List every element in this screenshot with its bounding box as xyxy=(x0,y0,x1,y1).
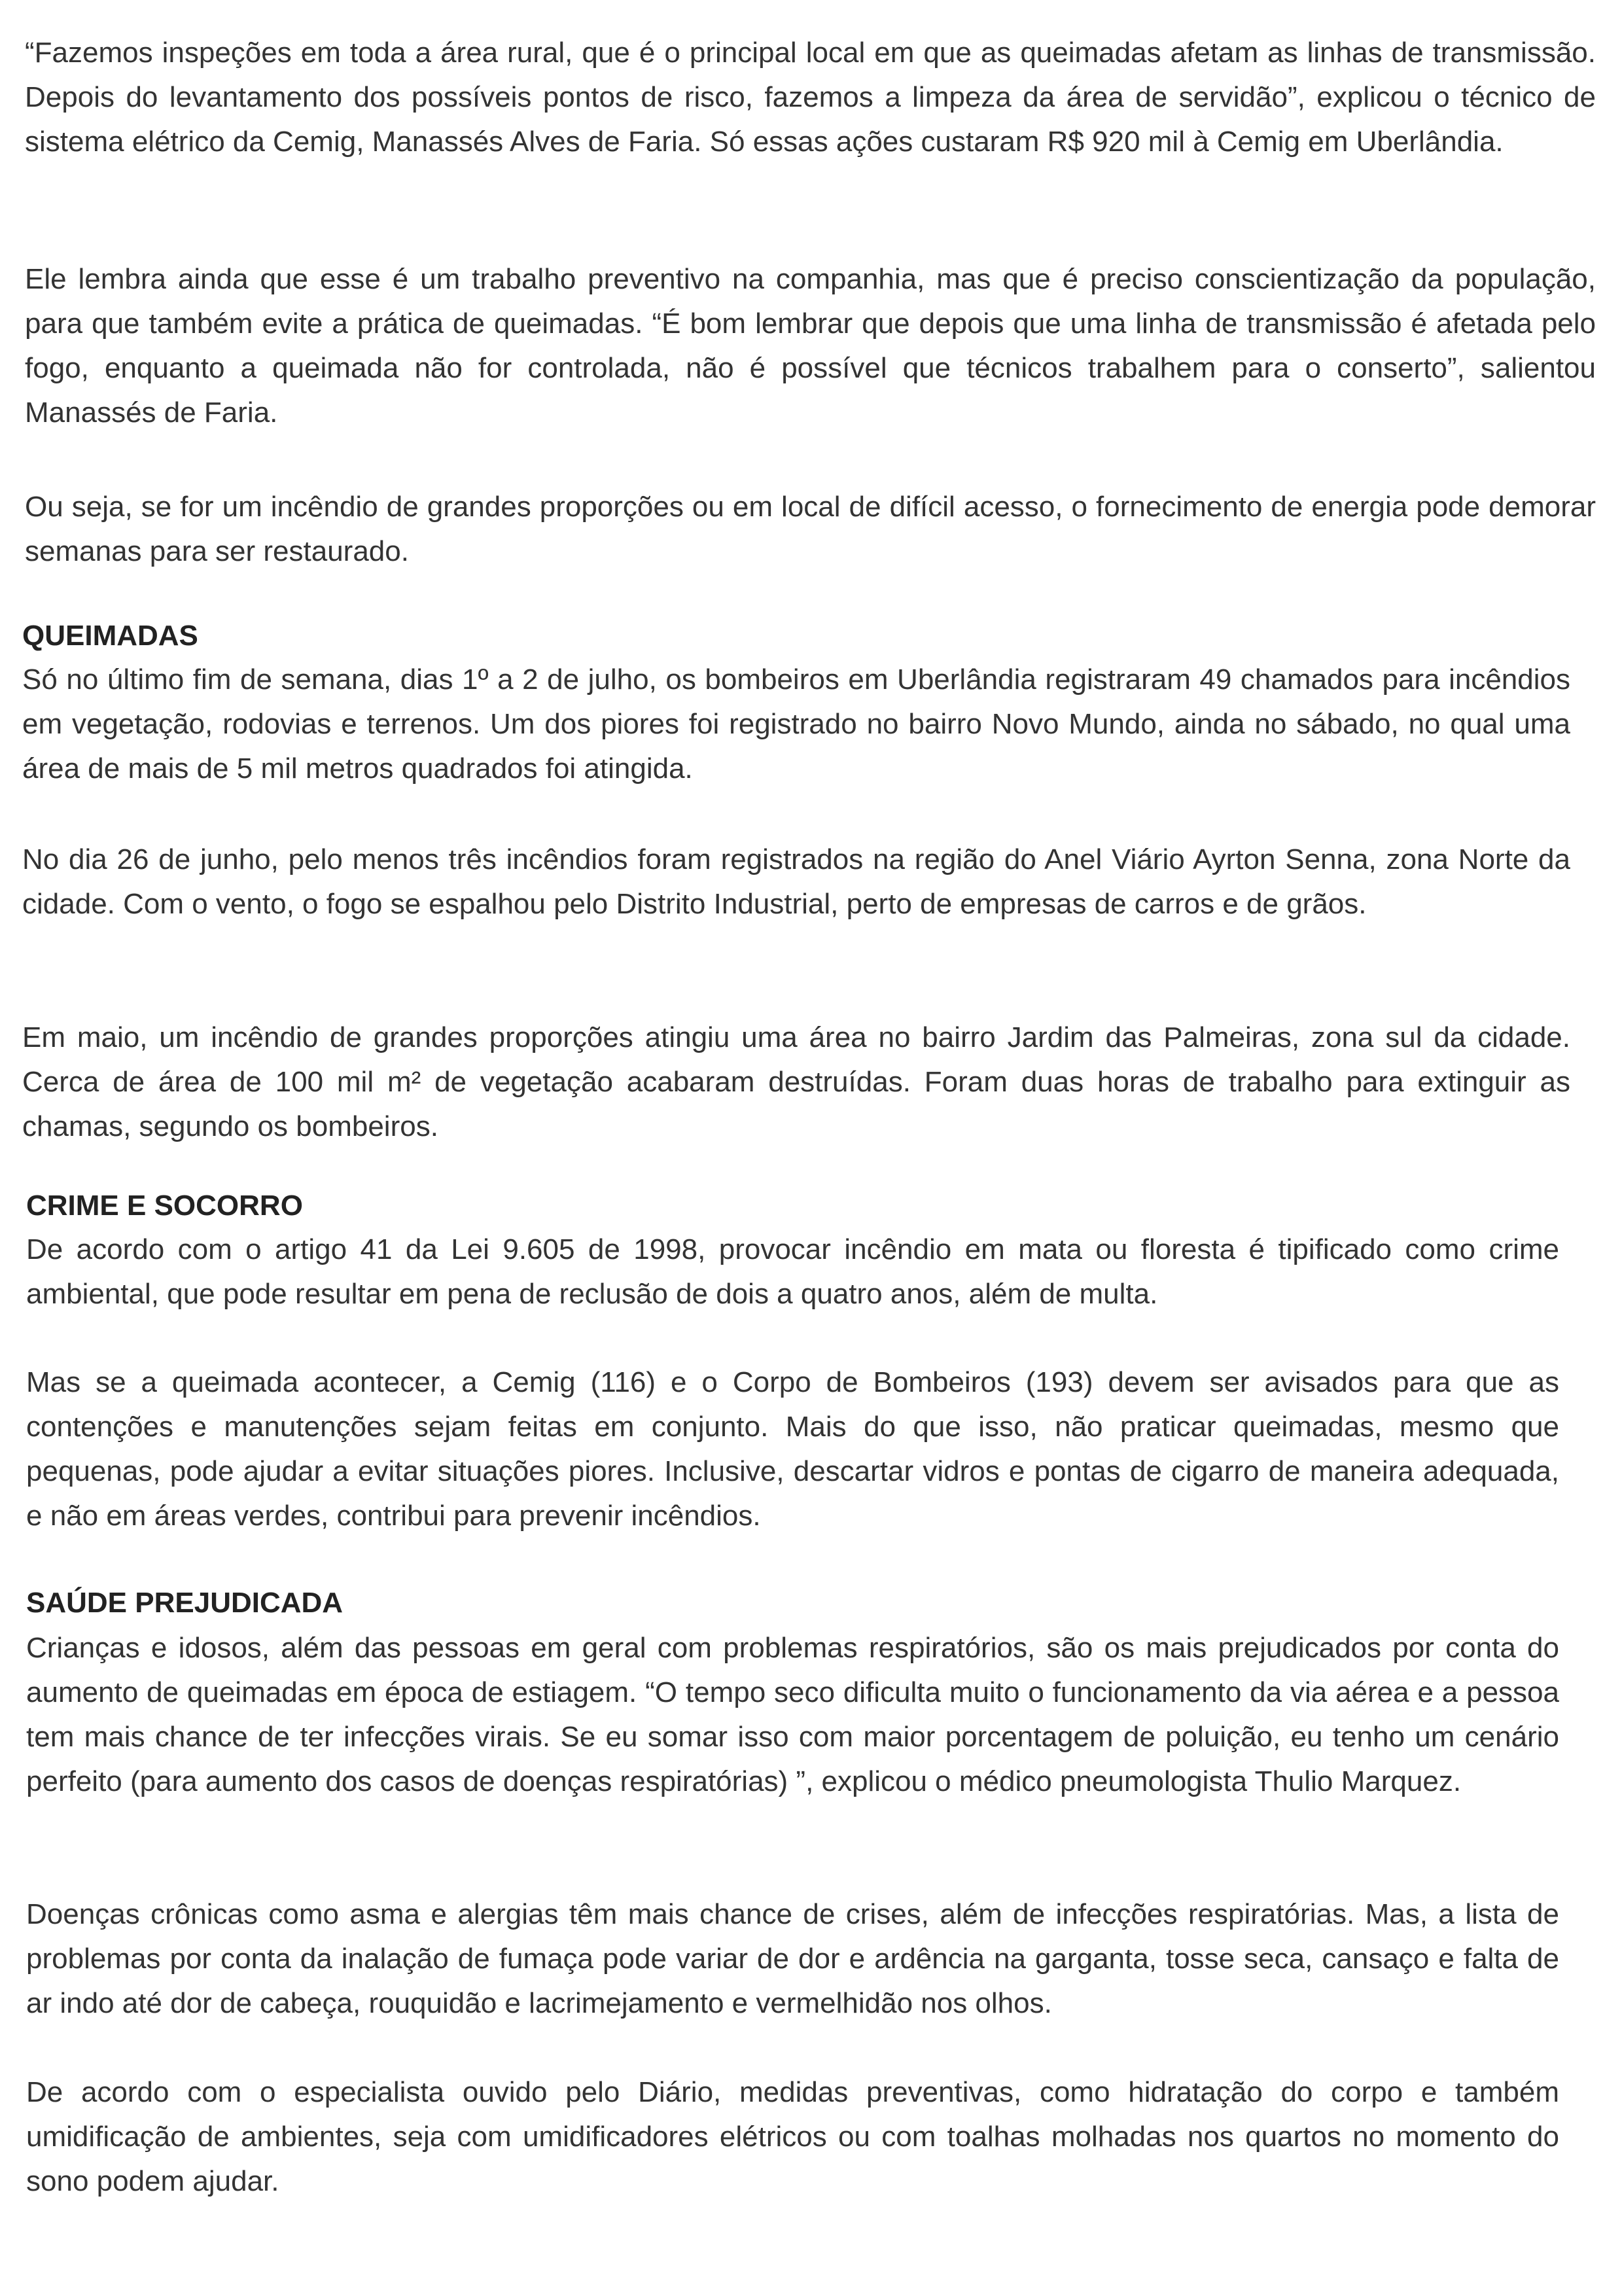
section-heading-saude-prejudicada: SAÚDE PREJUDICADA xyxy=(26,1587,344,1619)
paragraph: No dia 26 de junho, pelo menos três incêndios foram registrados na região do Anel Viário Ayrton Senna, zona Norte da cidade. Com o vento, o fogo se espalhou pelo Distrito Industrial, perto de empresas de carros e de grãos. xyxy=(22,843,1570,920)
paragraph: Mas se a queimada acontecer, a Cemig (116) e o Corpo de Bombeiros (193) devem ser avisados para que as contenções e manutenções sejam feitas em conjunto. Mais do que isso, não praticar queimadas, mesmo que pequenas, pode ajudar a evitar situações piores. Inclusive, descartar vidros e pontas de cigarro de maneira adequada, e não em áreas verdes, contribui para prevenir incêndios. xyxy=(26,1366,1559,1532)
paragraph: De acordo com o artigo 41 da Lei 9.605 de 1998, provocar incêndio em mata ou floresta é tipificado como crime ambiental, que pode resultar em pena de reclusão de dois a quatro anos, além de multa. xyxy=(26,1233,1559,1310)
paragraph: De acordo com o especialista ouvido pelo Diário, medidas preventivas, como hidratação do corpo e também umidificação de ambientes, seja com umidificadores elétricos ou com toalhas molhadas nos quartos no momento do sono podem ajudar. xyxy=(26,2076,1559,2197)
section-heading-crime-e-socorro: CRIME E SOCORRO xyxy=(26,1190,303,1222)
paragraph: “Fazemos inspeções em toda a área rural, que é o principal local em que as queimadas afetam as linhas de transmissão. Depois do levantamento dos possíveis pontos de risco, fazemos a limpeza da área de servidão”, explicou o técnico de sistema elétrico da Cemig, Manassés Alves de Faria. Só essas ações custaram R$ 920 mil à Cemig em Uberlândia. xyxy=(25,37,1596,158)
paragraph: Em maio, um incêndio de grandes proporções atingiu uma área no bairro Jardim das Palmeiras, zona sul da cidade. Cerca de área de 100 mil m² de vegetação acabaram destruídas. Foram duas horas de trabalho para extinguir as chamas, segundo os bombeiros. xyxy=(22,1021,1570,1142)
paragraph: Doenças crônicas como asma e alergias têm mais chance de crises, além de infecções respiratórias. Mas, a lista de problemas por conta da inalação de fumaça pode variar de dor e ardência na garganta, tosse seca, cansaço e falta de ar indo até dor de cabeça, rouquidão e lacrimejamento e vermelhidão nos olhos. xyxy=(26,1898,1559,2019)
section-heading-queimadas: QUEIMADAS xyxy=(22,620,198,652)
paragraph: Crianças e idosos, além das pessoas em geral com problemas respiratórios, são os mais prejudicados por conta do aumento de queimadas em época de estiagem. “O tempo seco dificulta muito o funcionamento da via aérea e a pessoa tem mais chance de ter infecções virais. Se eu somar isso com maior porcentagem de poluição, eu tenho um cenário perfeito (para aumento dos casos de doenças respiratórias) ”, explicou o médico pneumologista Thulio Marquez. xyxy=(26,1632,1559,1797)
paragraph: Ou seja, se for um incêndio de grandes proporções ou em local de difícil acesso, o fornecimento de energia pode demorar semanas para ser restaurado. xyxy=(25,491,1596,567)
paragraph: Só no último fim de semana, dias 1º a 2 de julho, os bombeiros em Uberlândia registraram 49 chamados para incêndios em vegetação, rodovias e terrenos. Um dos piores foi registrado no bairro Novo Mundo, ainda no sábado, no qual uma área de mais de 5 mil metros quadrados foi atingida. xyxy=(22,663,1570,785)
paragraph: Ele lembra ainda que esse é um trabalho preventivo na companhia, mas que é preciso conscientização da população, para que também evite a prática de queimadas. “É bom lembrar que depois que uma linha de transmissão é afetada pelo fogo, enquanto a queimada não for controlada, não é possível que técnicos trabalhem para o conserto”, salientou Manassés de Faria. xyxy=(25,263,1596,429)
